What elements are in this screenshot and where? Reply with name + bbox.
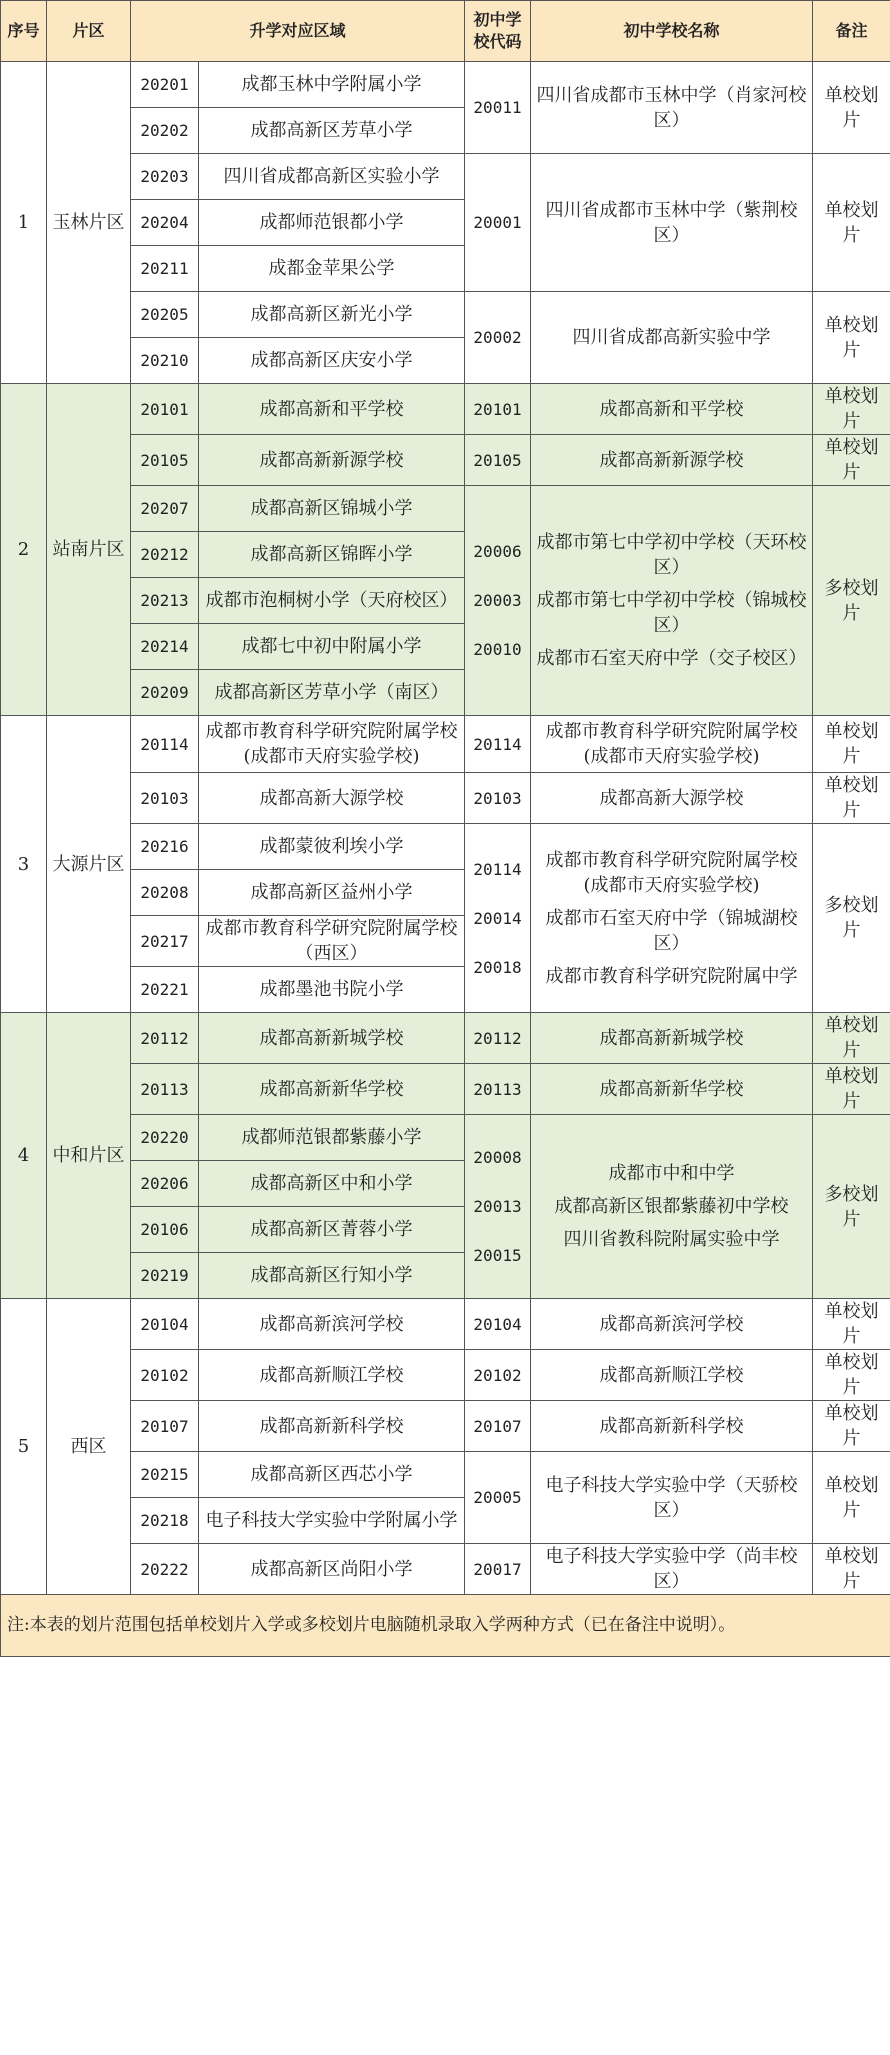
zone-seq: 2 (1, 384, 47, 716)
primary-school-name: 电子科技大学实验中学附属小学 (199, 1498, 465, 1544)
primary-code: 20208 (131, 870, 199, 916)
middle-school-name-cell (531, 1544, 813, 1595)
middle-school-code: 20101 (473, 399, 522, 419)
primary-school-name: 成都高新区行知小学 (199, 1253, 465, 1299)
table-header-row (1, 1, 890, 62)
primary-code: 20222 (131, 1544, 199, 1595)
table-row (1, 154, 890, 200)
middle-school-name-cell (531, 486, 813, 716)
multi-school-note: 多校划片 (813, 824, 890, 1013)
primary-code: 20210 (131, 338, 199, 384)
middle-school-code-cell (465, 292, 531, 384)
primary-school-name: 成都高新新科学校 (199, 1401, 465, 1452)
middle-school-code-cell (465, 1299, 531, 1350)
middle-school-code-cell (465, 1115, 531, 1299)
table-row (1, 1299, 890, 1350)
middle-school-name-cell (531, 1401, 813, 1452)
middle-school-name-cell (531, 154, 813, 292)
header-note: 备注 (813, 1, 890, 62)
middle-school-name: 成都市教育科学研究院附属中学 (545, 965, 798, 987)
middle-school-name-cell (531, 1350, 813, 1401)
single-school-note: 单校划片 (813, 1452, 890, 1544)
primary-school-name: 四川省成都高新区实验小学 (199, 154, 465, 200)
zone-seq: 3 (1, 716, 47, 1013)
primary-code: 20203 (131, 154, 199, 200)
middle-school-name-cell (531, 384, 813, 435)
middle-school-name: 四川省成都市玉林中学（肖家河校区） (536, 84, 807, 131)
middle-school-code: 20018 (473, 957, 522, 977)
primary-school-name: 成都市泡桐树小学（天府校区） (199, 578, 465, 624)
middle-school-name-cell (531, 1115, 813, 1299)
primary-code: 20211 (131, 246, 199, 292)
middle-school-code: 20001 (473, 213, 522, 232)
single-school-note: 单校划片 (813, 1401, 890, 1452)
primary-school-name: 成都高新区芳草小学（南区） (199, 670, 465, 716)
middle-school-name: 成都高新新科学校 (599, 1415, 744, 1437)
single-school-note: 单校划片 (813, 773, 890, 824)
primary-code: 20217 (131, 916, 199, 967)
middle-school-name: 成都市石室天府中学（锦城湖校区） (545, 907, 798, 954)
multi-school-note: 多校划片 (813, 486, 890, 716)
middle-school-code: 20102 (473, 1365, 522, 1385)
primary-code: 20220 (131, 1115, 199, 1161)
middle-school-code-cell (465, 824, 531, 1013)
primary-code: 20204 (131, 200, 199, 246)
primary-code: 20112 (131, 1013, 199, 1064)
primary-school-name: 成都蒙彼利埃小学 (199, 824, 465, 870)
footnote: 注:本表的划片范围包括单校划片入学或多校划片电脑随机录取入学两种方式（已在备注中说明）。 (1, 1595, 890, 1657)
middle-school-name: 成都高新和平学校 (599, 398, 744, 420)
middle-school-name-cell (531, 1299, 813, 1350)
middle-school-name: 成都高新新源学校 (599, 449, 744, 471)
primary-school-name: 成都高新区芳草小学 (199, 108, 465, 154)
zone-name: 站南片区 (47, 384, 131, 716)
single-school-note: 单校划片 (813, 716, 890, 773)
table-row (1, 1064, 890, 1115)
middle-school-code: 20114 (473, 859, 522, 879)
primary-school-name: 成都金苹果公学 (199, 246, 465, 292)
table-row (1, 292, 890, 338)
middle-school-code: 20105 (473, 450, 522, 470)
middle-school-code-cell (465, 1452, 531, 1544)
middle-school-code-cell (465, 154, 531, 292)
table-row (1, 824, 890, 870)
primary-code: 20213 (131, 578, 199, 624)
primary-school-name: 成都高新新华学校 (199, 1064, 465, 1115)
middle-school-name-cell (531, 1013, 813, 1064)
primary-school-name: 成都高新区西芯小学 (199, 1452, 465, 1498)
middle-school-code: 20002 (473, 328, 522, 347)
middle-school-name: 成都高新新城学校 (599, 1027, 744, 1049)
zone-seq: 5 (1, 1299, 47, 1595)
middle-school-code-cell (465, 1013, 531, 1064)
primary-school-name: 成都高新区菁蓉小学 (199, 1207, 465, 1253)
middle-school-name: 电子科技大学实验中学（尚丰校区） (545, 1546, 798, 1592)
header-seq: 序号 (1, 1, 47, 62)
table-row (1, 435, 890, 486)
middle-school-name: 成都高新顺江学校 (599, 1364, 744, 1386)
primary-school-name: 成都墨池书院小学 (199, 967, 465, 1013)
middle-school-code: 20112 (473, 1028, 522, 1048)
table-row (1, 486, 890, 532)
middle-school-code: 20010 (473, 640, 522, 659)
header-area: 片区 (47, 1, 131, 62)
middle-school-code-cell (465, 716, 531, 773)
middle-school-name-cell (531, 824, 813, 1013)
middle-school-code: 20006 (473, 542, 522, 561)
middle-school-code-cell (465, 1350, 531, 1401)
single-school-note: 单校划片 (813, 384, 890, 435)
middle-school-name: 电子科技大学实验中学（天骄校区） (545, 1474, 798, 1521)
table-row (1, 1350, 890, 1401)
single-school-note: 单校划片 (813, 1064, 890, 1115)
primary-code: 20221 (131, 967, 199, 1013)
zone-name: 玉林片区 (47, 62, 131, 384)
middle-school-name-cell (531, 773, 813, 824)
middle-school-name: 成都市石室天府中学（交子校区） (536, 648, 807, 669)
middle-school-name: 成都高新大源学校 (599, 787, 744, 809)
primary-school-name: 成都玉林中学附属小学 (199, 62, 465, 108)
single-school-note: 单校划片 (813, 1350, 890, 1401)
middle-school-code: 20015 (473, 1246, 522, 1265)
primary-school-name: 成都师范银都小学 (199, 200, 465, 246)
middle-school-code: 20005 (473, 1488, 522, 1507)
middle-school-name-cell (531, 1452, 813, 1544)
middle-school-code: 20113 (473, 1079, 522, 1099)
middle-school-code-cell (465, 435, 531, 486)
table-row (1, 1115, 890, 1161)
primary-school-name: 成都高新新源学校 (199, 435, 465, 486)
table-row (1, 62, 890, 108)
middle-school-name: 成都市中和中学 (608, 1163, 735, 1184)
primary-code: 20209 (131, 670, 199, 716)
middle-school-name: 成都市第七中学初中学校（锦城校区） (536, 590, 807, 636)
middle-school-name-cell (531, 435, 813, 486)
primary-school-name: 成都高新区中和小学 (199, 1161, 465, 1207)
middle-school-code: 20013 (473, 1197, 522, 1216)
middle-school-code: 20107 (473, 1416, 522, 1436)
primary-code: 20107 (131, 1401, 199, 1452)
middle-school-name: 四川省教科院附属实验中学 (563, 1229, 780, 1250)
middle-school-name: 成都高新新华学校 (599, 1078, 744, 1100)
primary-code: 20101 (131, 384, 199, 435)
primary-school-name: 成都师范银都紫藤小学 (199, 1115, 465, 1161)
single-school-note: 单校划片 (813, 292, 890, 384)
primary-code: 20202 (131, 108, 199, 154)
header-mid-name: 初中学校名称 (531, 1, 813, 62)
primary-code: 20113 (131, 1064, 199, 1115)
middle-school-code: 20008 (473, 1148, 522, 1167)
middle-school-name: 成都市教育科学研究院附属学校(成都市天府实验学校) (545, 721, 798, 767)
middle-school-name-cell (531, 292, 813, 384)
table-row (1, 384, 890, 435)
primary-code: 20205 (131, 292, 199, 338)
primary-school-name: 成都市教育科学研究院附属学校(成都市天府实验学校) (199, 716, 465, 773)
multi-school-note: 多校划片 (813, 1115, 890, 1299)
primary-school-name: 成都七中初中附属小学 (199, 624, 465, 670)
middle-school-name: 四川省成都高新实验中学 (572, 327, 771, 348)
single-school-note: 单校划片 (813, 435, 890, 486)
middle-school-code: 20114 (473, 734, 522, 754)
primary-school-name: 成都高新大源学校 (199, 773, 465, 824)
table-body (1, 62, 890, 1595)
primary-code: 20216 (131, 824, 199, 870)
primary-school-name: 成都高新区益州小学 (199, 870, 465, 916)
footnote-row (1, 1595, 890, 1657)
middle-school-name: 成都高新区银都紫藤初中学校 (554, 1196, 789, 1217)
middle-school-name: 四川省成都市玉林中学（紫荆校区） (545, 199, 798, 246)
primary-school-name: 成都高新区新光小学 (199, 292, 465, 338)
middle-school-code-cell (465, 773, 531, 824)
zone-name: 西区 (47, 1299, 131, 1595)
primary-school-name: 成都高新新城学校 (199, 1013, 465, 1064)
primary-code: 20214 (131, 624, 199, 670)
primary-school-name: 成都市教育科学研究院附属学校（西区） (199, 916, 465, 967)
single-school-note: 单校划片 (813, 154, 890, 292)
primary-code: 20106 (131, 1207, 199, 1253)
middle-school-name: 成都市教育科学研究院附属学校(成都市天府实验学校) (545, 849, 798, 896)
middle-school-code-cell (465, 384, 531, 435)
primary-code: 20104 (131, 1299, 199, 1350)
primary-school-name: 成都高新滨河学校 (199, 1299, 465, 1350)
middle-school-code: 20017 (473, 1559, 522, 1579)
header-mid-code: 初中学校代码 (465, 1, 531, 62)
primary-school-name: 成都高新区锦城小学 (199, 486, 465, 532)
middle-school-name: 成都高新滨河学校 (599, 1313, 744, 1335)
primary-school-name: 成都高新区尚阳小学 (199, 1544, 465, 1595)
middle-school-code: 20103 (473, 788, 522, 808)
zone-seq: 4 (1, 1013, 47, 1299)
table-row (1, 1544, 890, 1595)
middle-school-code-cell (465, 486, 531, 716)
primary-code: 20114 (131, 716, 199, 773)
zone-name: 中和片区 (47, 1013, 131, 1299)
primary-code: 20105 (131, 435, 199, 486)
primary-code: 20218 (131, 1498, 199, 1544)
middle-school-code-cell (465, 1401, 531, 1452)
middle-school-code-cell (465, 62, 531, 154)
middle-school-name: 成都市第七中学初中学校（天环校区） (536, 532, 807, 578)
zone-name: 大源片区 (47, 716, 131, 1013)
middle-school-code-cell (465, 1544, 531, 1595)
middle-school-code-cell (465, 1064, 531, 1115)
primary-code: 20103 (131, 773, 199, 824)
single-school-note: 单校划片 (813, 1299, 890, 1350)
middle-school-code: 20011 (473, 98, 522, 117)
primary-school-name: 成都高新和平学校 (199, 384, 465, 435)
primary-code: 20201 (131, 62, 199, 108)
table-row (1, 773, 890, 824)
table-row (1, 1401, 890, 1452)
middle-school-name-cell (531, 716, 813, 773)
primary-code: 20206 (131, 1161, 199, 1207)
middle-school-code: 20014 (473, 908, 522, 928)
table-row (1, 716, 890, 773)
zone-seq: 1 (1, 62, 47, 384)
primary-code: 20207 (131, 486, 199, 532)
middle-school-name-cell (531, 62, 813, 154)
primary-code: 20212 (131, 532, 199, 578)
primary-code: 20102 (131, 1350, 199, 1401)
middle-school-name-cell (531, 1064, 813, 1115)
header-region: 升学对应区域 (131, 1, 465, 62)
table-row (1, 1013, 890, 1064)
primary-school-name: 成都高新区庆安小学 (199, 338, 465, 384)
table-row (1, 1452, 890, 1498)
single-school-note: 单校划片 (813, 62, 890, 154)
middle-school-code: 20104 (473, 1314, 522, 1334)
primary-code: 20219 (131, 1253, 199, 1299)
primary-school-name: 成都高新区锦晖小学 (199, 532, 465, 578)
primary-school-name: 成都高新顺江学校 (199, 1350, 465, 1401)
primary-code: 20215 (131, 1452, 199, 1498)
middle-school-code: 20003 (473, 591, 522, 610)
single-school-note: 单校划片 (813, 1013, 890, 1064)
single-school-note: 单校划片 (813, 1544, 890, 1595)
